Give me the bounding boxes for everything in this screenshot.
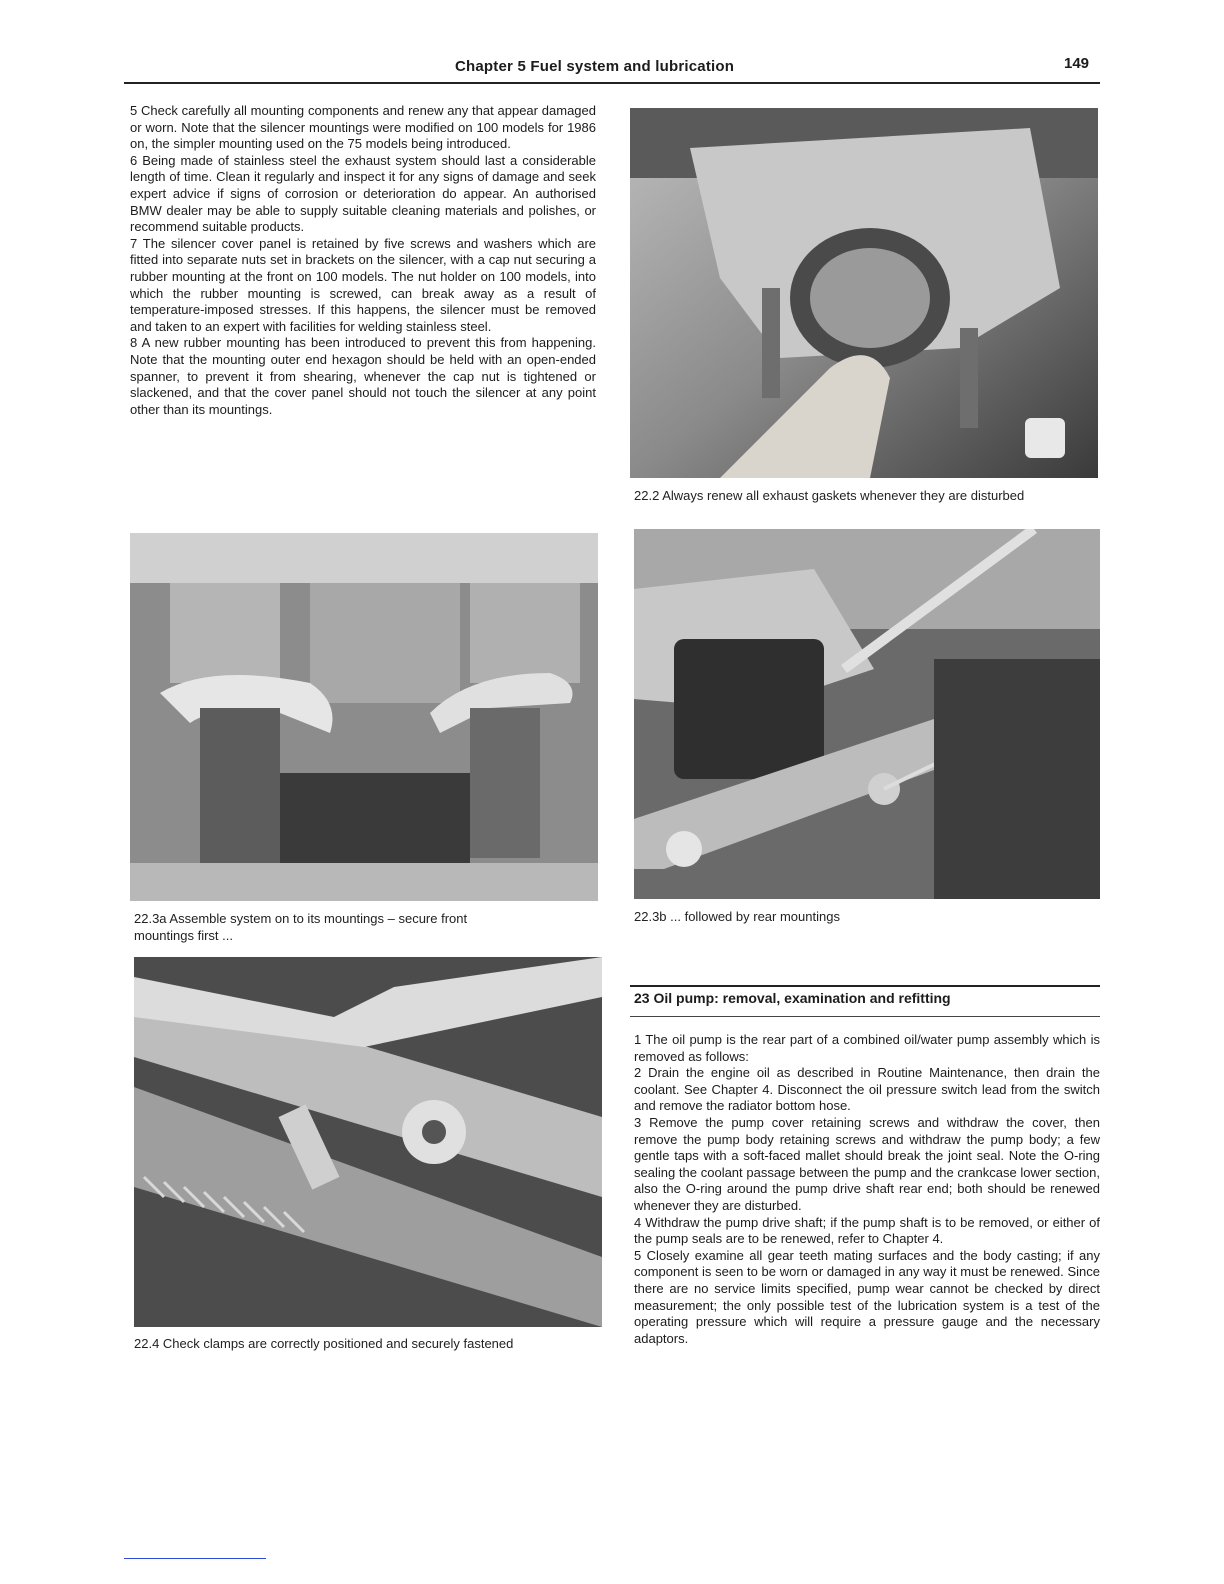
caption-22-3a-line-1: 22.3a Assemble system on to its mountings – secure front: [134, 911, 468, 926]
header-rule: [124, 82, 1100, 84]
section-rule-top: [630, 985, 1100, 987]
photo-22-3a-front-mountings: [130, 533, 598, 901]
paragraph-5: 5 Check carefully all mounting components and renew any that appear damaged or worn. Note that the silencer mountings were modified on 100 models for 1986 on, the simpler mounting used on the 75 models being introduced.: [130, 103, 596, 152]
section-paragraph-4: 4 Withdraw the pump drive shaft; if the pump shaft is to be removed, or either of the pump seals are to be renewed, refer to Chapter 4.: [634, 1214, 1100, 1247]
section-paragraph-1: 1 The oil pump is the rear part of a combined oil/water pump assembly which is removed as follows:: [634, 1032, 1100, 1064]
section-rule-bottom: [630, 1016, 1100, 1017]
section-paragraph-3: 3 Remove the pump cover retaining screws and withdraw the cover, then remove the pump body retaining screws and withdraw the pump body; a few gentle taps with a soft-faced mallet should break the joint seal. Note the O-ring sealing the coolant passage between the pump and the crankcase lower section, also the O-ring around the pump drive shaft rear end; both should be renewed whenever they are disturbed.: [634, 1114, 1100, 1213]
caption-22-3a: [134, 911, 467, 944]
left-column-text: [130, 103, 596, 418]
section-paragraph-5: 5 Closely examine all gear teeth mating surfaces and the body casting; if any component is seen to be worn or damaged in any way it must be renewed. Since there are no service limits specified, pump wear cannot be checked by direct measurement; the only possible test of the lubrication system is a test of the operating pressure which will require a pressure gauge and the necessary adaptors.: [634, 1247, 1100, 1346]
photo-22-3b-rear-mountings: [634, 529, 1100, 899]
caption-22-2: 22.2 Always renew all exhaust gaskets whenever they are disturbed: [634, 488, 1025, 503]
photo-22-2-exhaust-gasket: [630, 108, 1098, 478]
caption-22-4: 22.4 Check clamps are correctly positioned and securely fastened: [134, 1336, 514, 1351]
photo-22-4-exhaust-clamps: [134, 957, 602, 1327]
section-paragraph-2: 2 Drain the engine oil as described in Routine Maintenance, then drain the coolant. See Chapter 4. Disconnect the oil pressure switch lead from the switch and remove the radiator bottom hose.: [634, 1065, 1100, 1114]
caption-22-3a-line-2: mountings first ...: [134, 927, 233, 943]
section-23-text: [634, 1032, 1100, 1347]
section-heading: 23 Oil pump: removal, examination and refitting: [634, 990, 951, 1006]
paragraph-7: 7 The silencer cover panel is retained by five screws and washers which are fitted into separate nuts set in brackets on the silencer, with a cap nut securing a rubber mounting at the front on 100 models. The nut holder on 100 models, into which the rubber mounting is screwed, can break away as a result of temperature-imposed stresses. If this happens, the silencer must be removed and taken to an expert with facilities for welding stainless steel.: [130, 235, 596, 334]
page-number: 149: [1064, 55, 1090, 72]
caption-22-3b: 22.3b ... followed by rear mountings: [634, 909, 840, 924]
chapter-title: Chapter 5 Fuel system and lubrication: [455, 58, 735, 75]
footer-link-line: [124, 1558, 266, 1559]
paragraph-6: 6 Being made of stainless steel the exhaust system should last a considerable length of time. Clean it regularly and inspect it for any signs of damage and seek expert advice if signs of corrosion or deterioration do appear. An authorised BMW dealer may be able to supply suitable cleaning materials and polishes, or recommend suitable products.: [130, 152, 596, 235]
paragraph-8: 8 A new rubber mounting has been introduced to prevent this from happening. Note that the mounting outer end hexagon should be held with an open-ended spanner, to prevent it from shearing, whenever the cap nut is tightened or slackened, and that the cover panel should not touch the silencer at any point other than its mountings.: [130, 335, 596, 417]
